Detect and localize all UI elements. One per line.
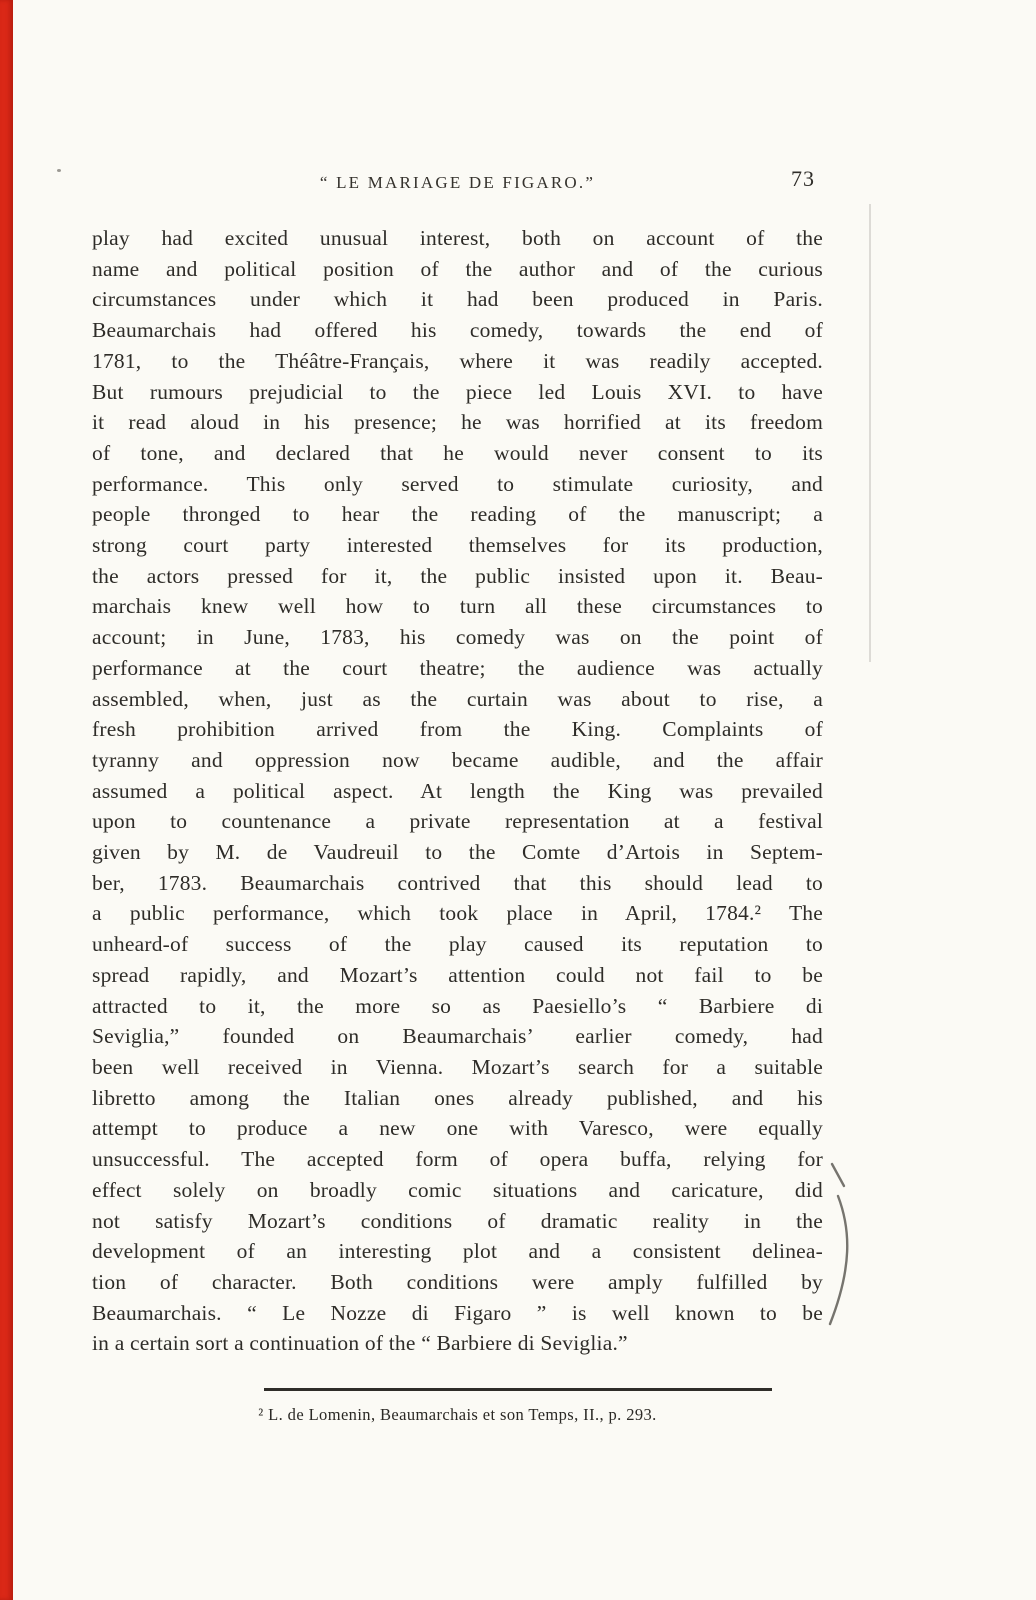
body-line: tion of character. Both conditions were amply fulfilled by [92,1269,823,1294]
body-line: in a certain sort a continuation of the “ Barbiere di Seviglia.” [92,1331,628,1356]
scan-dot-artifact [57,169,61,172]
body-line: 1781, to the Théâtre-Français, where it was readily accepted. [92,348,823,373]
body-line: effect solely on broadly comic situations and caricature, did [92,1177,823,1202]
body-line: fresh prohibition arrived from the King. Complaints of [92,717,823,742]
body-line: Beaumarchais had offered his comedy, towards the end of [92,318,823,343]
body-line: circumstances under which it had been produced in Paris. [92,287,823,312]
body-line: libretto among the Italian ones already published, and his [92,1085,823,1110]
footnote: ² L. de Lomenin, Beaumarchais et son Temps, II., p. 293. [258,1405,657,1424]
body-line: strong court party interested themselves for its production, [92,533,823,558]
body-line: people thronged to hear the reading of the manuscript; a [92,502,823,527]
body-line: a public performance, which took place in April, 1784.² The [92,901,823,926]
running-header-title: “ LE MARIAGE DE FIGARO.” [319,173,596,192]
body-line: been well received in Vienna. Mozart’s search for a suitable [92,1054,823,1079]
body-line: not satisfy Mozart’s conditions of dramatic reality in the [92,1208,823,1233]
scan-line-artifact [869,204,871,662]
body-line: unsuccessful. The accepted form of opera buffa, relying for [92,1147,823,1172]
body-line: the actors pressed for it, the public insisted upon it. Beau- [92,563,823,588]
body-line: upon to countenance a private representation at a festival [92,809,823,834]
body-line: tyranny and oppression now became audible, and the affair [92,747,823,772]
body-line: attracted to it, the more so as Paesiello’s “ Barbiere di [92,993,823,1018]
page-number: 73 [791,166,815,191]
body-line: development of an interesting plot and a consistent delinea- [92,1239,823,1264]
body-text [92,223,823,1359]
body-line: marchais knew well how to turn all these circumstances to [92,594,823,619]
book-binding-edge [0,0,13,1600]
body-line: attempt to produce a new one with Varesco, were equally [92,1116,823,1141]
body-line: account; in June, 1783, his comedy was on the point of [92,625,823,650]
footnote-divider [264,1388,772,1391]
body-line: it read aloud in his presence; he was horrified at its freedom [92,410,823,435]
body-line: performance at the court theatre; the audience was actually [92,655,823,680]
body-line: assumed a political aspect. At length the King was prevailed [92,778,823,803]
body-line: of tone, and declared that he would never consent to its [92,440,823,465]
body-line: Beaumarchais. “ Le Nozze di Figaro ” is well known to be [92,1300,823,1325]
running-header [92,166,823,202]
body-line: assembled, when, just as the curtain was about to rise, a [92,686,823,711]
pencil-margin-mark [818,1152,868,1342]
body-line: But rumours prejudicial to the piece led Louis XVI. to have [92,379,823,404]
body-line: performance. This only served to stimulate curiosity, and [92,471,823,496]
body-line: ber, 1783. Beaumarchais contrived that this should lead to [92,870,823,895]
body-line: given by M. de Vaudreuil to the Comte d’Artois in Septem- [92,840,823,865]
body-line: Seviglia,” founded on Beaumarchais’ earlier comedy, had [92,1024,823,1049]
body-line: play had excited unusual interest, both on account of the [92,226,823,250]
body-line: unheard-of success of the play caused its reputation to [92,932,823,957]
body-line: spread rapidly, and Mozart’s attention could not fail to be [92,962,823,987]
body-line: name and political position of the author and of the curious [92,256,823,281]
